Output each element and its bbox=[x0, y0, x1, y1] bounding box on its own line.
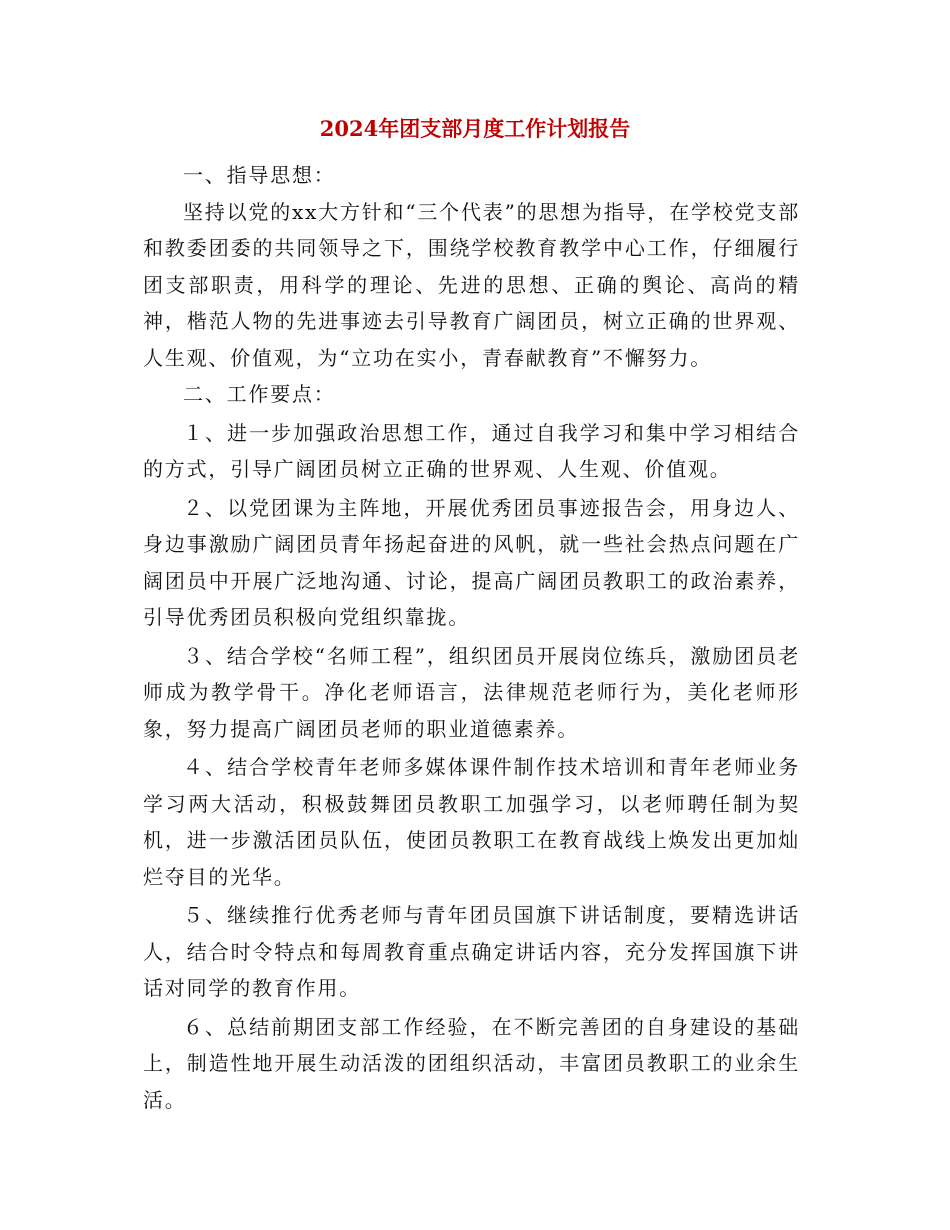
work-point-2: ２、以党团课为主阵地，开展优秀团员事迹报告会，用身边人、身边事激励广阔团员青年扬起奋进的风帆，就一些社会热点问题在广阔团员中开展广泛地沟通、讨论，提高广阔团员教职工的政治素养，引导优秀团员积极向党组织靠拢。 bbox=[143, 495, 800, 629]
document-body bbox=[143, 157, 800, 1118]
work-point-3: ３、结合学校“名师工程”，组织团员开展岗位练兵，激励团员老师成为教学骨干。净化老师语言，法律规范老师行为，美化老师形象，努力提高广阔团员老师的职业道德素养。 bbox=[143, 643, 800, 741]
section-heading-work-points: 二、工作要点： bbox=[183, 382, 336, 406]
work-point-5: ５、继续推行优秀老师与青年团员国旗下讲话制度，要精选讲话人，结合时令特点和每周教育重点确定讲话内容，充分发挥国旗下讲话对同学的教育作用。 bbox=[143, 903, 800, 1000]
work-point-6: ６、总结前期团支部工作经验，在不断完善团的自身建设的基础上，制造性地开展生动活泼的团组织活动，丰富团员教职工的业余生活。 bbox=[143, 1014, 800, 1112]
work-point-4: ４、结合学校青年老师多媒体课件制作技术培训和青年老师业务学习两大活动，积极鼓舞团员教职工加强学习，以老师聘任制为契机，进一步激活团员队伍，使团员教职工在教育战线上焕发出更加灿烂夺目的光华。 bbox=[143, 755, 800, 889]
work-point-1: １、进一步加强政治思想工作，通过自我学习和集中学习相结合的方式，引导广阔团员树立正确的世界观、人生观、价值观。 bbox=[143, 420, 800, 481]
section-heading-guiding-ideology: 一、指导思想： bbox=[183, 163, 336, 187]
document-title: 2024年团支部月度工作计划报告 bbox=[319, 116, 631, 141]
guiding-ideology-paragraph: 坚持以党的xx大方针和“三个代表”的思想为指导，在学校党支部和教委团委的共同领导之下，围绕学校教育教学中心工作，仔细履行团支部职责，用科学的理论、先进的思想、正确的舆论、高尚的精神，楷范人物的先进事迹去引导教育广阔团员，树立正确的世界观、人生观、价值观，为“立功在实小，青春献教育”不懈努力。 bbox=[143, 199, 801, 370]
